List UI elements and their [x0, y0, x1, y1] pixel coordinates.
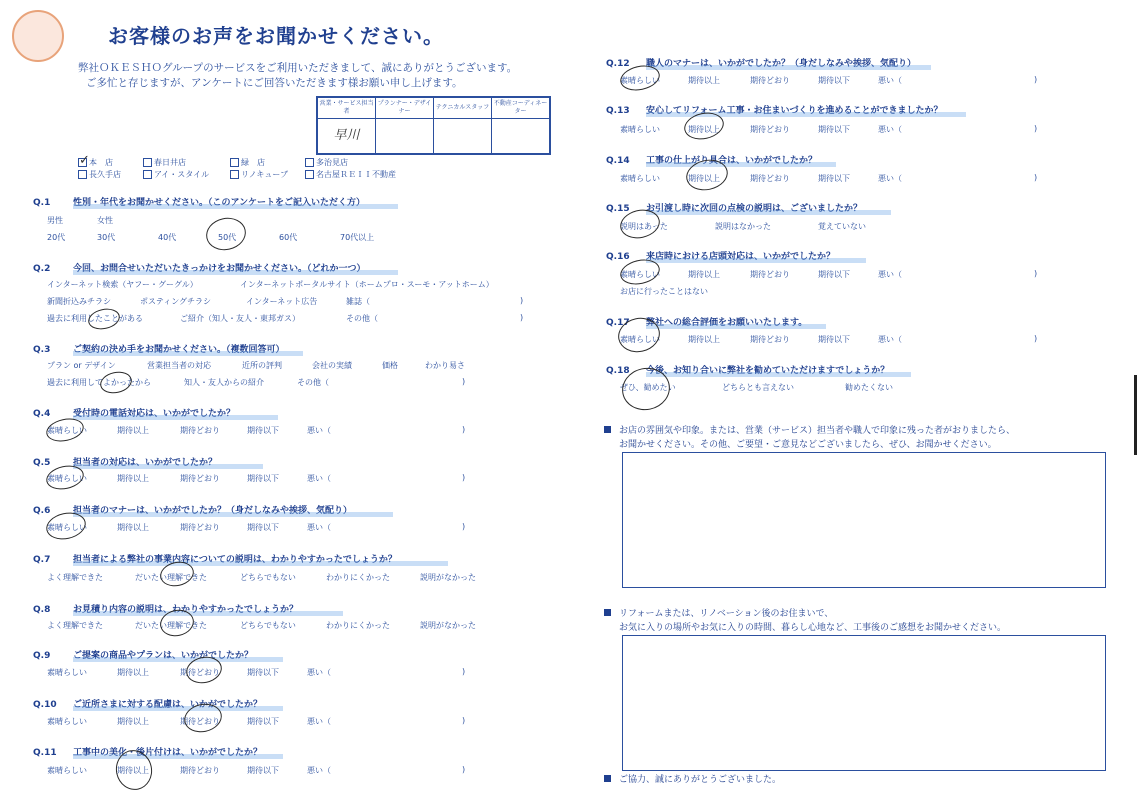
answer-option[interactable]: その他（ — [346, 314, 378, 323]
answer-option[interactable]: 悪い（ — [307, 668, 331, 677]
answer-option[interactable]: インターネットポータルサイト（ホームプロ・スーモ・アットホーム） — [240, 280, 494, 289]
answer-option[interactable]: お店に行ったことはない — [620, 287, 708, 296]
paren-close: ) — [520, 313, 524, 322]
answer-option[interactable]: その他（ — [297, 378, 329, 387]
answer-option[interactable]: 悪い（ — [878, 174, 902, 183]
question-2: Q.2 今回、お問合せいただいたきっかけをお聞かせください。（どれか一つ） — [33, 261, 366, 274]
question-3: Q.3 ご契約の決め手をお聞かせください。（複数回答可） — [33, 342, 285, 355]
store-option[interactable]: リノキューブ — [230, 169, 288, 180]
answer-option[interactable]: 期待以下 — [818, 76, 850, 85]
answer-option[interactable]: 過去に利用してよかったから — [47, 378, 151, 387]
question-15: Q.15 お引渡し時に次回の点検の説明は、ございましたか？ — [606, 201, 862, 214]
paren-close: ) — [1034, 173, 1038, 182]
answer-option[interactable]: よく理解できた — [47, 573, 103, 582]
answer-option[interactable]: 素晴らしい — [47, 668, 87, 677]
paren-close: ) — [462, 667, 466, 676]
question-8: Q.8 お見積り内容の説明は、わかりやすかったでしょうか？ — [33, 602, 298, 615]
question-18: Q.18 今後、お知り合いに弊社を勧めていただけますでしょうか？ — [606, 363, 889, 376]
question-12: Q.12 職人のマナーは、いかがでしたか？（身だしなみや挨拶、気配り） — [606, 56, 916, 69]
answer-option[interactable]: 勧めたくない — [845, 383, 893, 392]
answer-option[interactable]: 期待以下 — [247, 523, 279, 532]
answer-option[interactable]: 悪い（ — [878, 125, 902, 134]
answer-option[interactable]: 期待どおり — [180, 766, 220, 775]
answer-option[interactable]: ご紹介（知人・友人・東邦ガス） — [180, 314, 300, 323]
page-title: お客様のお声をお聞かせください。 — [108, 24, 444, 48]
answer-option[interactable]: どちらとも言えない — [722, 383, 794, 392]
answer-option[interactable]: 営業担当者の対応 — [147, 361, 211, 370]
question-17: Q.17 弊社への総合評価をお願いいたします。 — [606, 315, 807, 328]
question-4: Q.4 受付時の電話対応は、いかがでしたか？ — [33, 406, 235, 419]
store-option[interactable]: ✓ 本 店 — [79, 153, 113, 168]
answer-option[interactable]: 期待以上 — [117, 717, 149, 726]
answer-option[interactable]: 期待どおり — [750, 335, 790, 344]
handwritten-circle — [98, 369, 134, 396]
answer-option[interactable]: 期待以下 — [818, 174, 850, 183]
answer-option[interactable]: 知人・友人からの紹介 — [184, 378, 264, 387]
store-option[interactable]: 長久手店 — [78, 169, 121, 180]
paren-close: ) — [1034, 269, 1038, 278]
question-6: Q.6 担当者のマナーは、いかがでしたか？（身だしなみや挨拶、気配り） — [33, 503, 352, 516]
answer-option[interactable]: 素晴らしい — [620, 174, 660, 183]
paren-close: ) — [520, 296, 524, 305]
answer-option[interactable]: ぜひ、勧めたい — [620, 383, 676, 392]
paren-close: ) — [1034, 334, 1038, 343]
answer-option[interactable]: 新聞折込みチラシ — [47, 297, 111, 306]
handwritten-circle — [86, 306, 121, 332]
answer-option[interactable]: 悪い（ — [307, 474, 331, 483]
answer-option[interactable]: ポスティングチラシ — [140, 297, 212, 306]
answer-option[interactable]: 素晴らしい — [620, 76, 660, 85]
answer-option[interactable]: だいたい理解できた — [135, 621, 207, 630]
store-option[interactable]: 名古屋ＲＥＩＩ不動産 — [305, 169, 396, 180]
answer-option[interactable]: 30代 — [97, 233, 116, 242]
answer-option[interactable]: 期待以下 — [818, 125, 850, 134]
answer-option[interactable]: 期待どおり — [180, 717, 220, 726]
staff-value-technical[interactable] — [434, 119, 492, 155]
answer-option[interactable]: 女性 — [97, 216, 113, 225]
answer-option[interactable]: 50代 — [218, 233, 237, 242]
store-option[interactable]: アイ・スタイル — [143, 169, 209, 180]
answer-option[interactable]: 期待以上 — [688, 76, 720, 85]
paren-close: ) — [462, 425, 466, 434]
answer-option[interactable]: 期待以上 — [117, 766, 149, 775]
staff-header-planner: プランナー・デザイナー — [376, 97, 434, 119]
answer-option[interactable]: 期待以上 — [117, 668, 149, 677]
scan-edge — [1134, 375, 1137, 455]
answer-option[interactable]: 期待どおり — [180, 426, 220, 435]
answer-option[interactable]: 会社の実績 — [312, 361, 352, 370]
answer-option[interactable]: 期待以上 — [688, 174, 720, 183]
staff-header-realestate: 不動産コーディネーター — [492, 97, 551, 119]
answer-option[interactable]: 60代 — [279, 233, 298, 242]
answer-option[interactable]: だいたい理解できた — [135, 573, 207, 582]
paren-close: ) — [462, 473, 466, 482]
question-13: Q.13 安心してリフォーム工事・お住まいづくりを進めることができましたか？ — [606, 103, 943, 116]
answer-option[interactable]: 説明はなかった — [715, 222, 771, 231]
answer-option[interactable]: 期待どおり — [750, 76, 790, 85]
checkbox[interactable] — [78, 170, 87, 179]
answer-option[interactable]: インターネット広告 — [246, 297, 318, 306]
answer-option[interactable]: 期待以下 — [247, 426, 279, 435]
intro-line-1: 弊社ＯＫＥＳＨＯグループのサービスをご利用いただきまして、誠にありがとうございます。 — [78, 62, 518, 74]
answer-option[interactable]: 過去に利用したことがある — [47, 314, 143, 323]
paren-close: ) — [1034, 75, 1038, 84]
answer-option[interactable]: 悪い（ — [878, 335, 902, 344]
checkbox[interactable] — [230, 158, 239, 167]
answer-option[interactable]: 説明がなかった — [420, 621, 476, 630]
question-1: Q.1 性別・年代をお聞かせください。（このアンケートをご記入いただく方） — [33, 195, 365, 208]
answer-option[interactable]: 悪い（ — [307, 426, 331, 435]
square-bullet-icon — [604, 426, 611, 433]
checkbox[interactable] — [78, 153, 90, 168]
square-bullet-icon — [604, 775, 611, 782]
question-14: Q.14 工事の仕上がり具合は、いかがでしたか？ — [606, 153, 817, 166]
checkmark-icon: ✓ — [79, 153, 90, 168]
store-option[interactable]: 多治見店 — [305, 157, 348, 168]
paren-close: ) — [462, 377, 466, 386]
answer-option[interactable]: 雑誌（ — [346, 297, 370, 306]
answer-option[interactable]: 悪い（ — [878, 270, 902, 279]
answer-option[interactable]: どちらでもない — [240, 573, 296, 582]
answer-option[interactable]: 期待以上 — [117, 426, 149, 435]
answer-option[interactable]: 20代 — [47, 233, 66, 242]
answer-option[interactable]: 期待以下 — [247, 766, 279, 775]
staff-table — [316, 96, 551, 155]
answer-option[interactable]: 期待以上 — [688, 270, 720, 279]
answer-option[interactable]: 期待以下 — [818, 270, 850, 279]
closing-message: ご協力、誠にありがとうございました。 — [604, 773, 781, 787]
answer-option[interactable]: 説明がなかった — [420, 573, 476, 582]
answer-option[interactable]: 素晴らしい — [47, 426, 87, 435]
answer-option[interactable]: 70代以上 — [340, 233, 375, 242]
answer-option[interactable]: 期待どおり — [750, 270, 790, 279]
question-7: Q.7 担当者による弊社の事業内容についての説明は、わかりやすかったでしょうか？ — [33, 552, 397, 565]
answer-option[interactable]: 期待どおり — [180, 668, 220, 677]
answer-option[interactable]: 期待以下 — [247, 668, 279, 677]
paren-close: ) — [462, 716, 466, 725]
answer-option[interactable]: インターネット検索（ヤフー・グーグル） — [47, 280, 198, 289]
answer-option[interactable]: 期待以下 — [818, 335, 850, 344]
paren-close: ) — [462, 522, 466, 531]
question-16: Q.16 来店時における店頭対応は、いかがでしたか？ — [606, 249, 835, 262]
comment-box-1[interactable] — [622, 452, 1106, 588]
answer-option[interactable]: 素晴らしい — [620, 335, 660, 344]
answer-option[interactable]: 覚えていない — [818, 222, 866, 231]
answer-option[interactable]: 40代 — [158, 233, 177, 242]
paren-close: ) — [462, 765, 466, 774]
handwritten-circle — [203, 214, 249, 254]
answer-option[interactable]: 価格 — [382, 361, 398, 370]
answer-option[interactable]: 悪い（ — [307, 766, 331, 775]
answer-option[interactable]: 期待どおり — [180, 474, 220, 483]
staff-value-sales[interactable]: 早川 — [317, 119, 376, 155]
question-10: Q.10 ご近所さまに対する配慮は、いかがでしたか？ — [33, 697, 262, 710]
checkbox[interactable] — [305, 170, 314, 179]
answer-option[interactable]: 悪い（ — [307, 717, 331, 726]
store-option[interactable]: 春日井店 — [143, 157, 186, 168]
answer-option[interactable]: 期待以上 — [117, 474, 149, 483]
question-5: Q.5 担当者の対応は、いかがでしたか？ — [33, 455, 217, 468]
answer-option[interactable]: 素晴らしい — [47, 474, 87, 483]
staff-value-realestate[interactable] — [492, 119, 551, 155]
answer-option[interactable]: プラン or デザイン — [47, 361, 116, 370]
answer-option[interactable]: 悪い（ — [878, 76, 902, 85]
answer-option[interactable]: 期待以下 — [247, 717, 279, 726]
question-11: Q.11 工事中の美化・後片付けは、いかがでしたか？ — [33, 745, 262, 758]
answer-option[interactable]: 素晴らしい — [620, 270, 660, 279]
answer-option[interactable]: 素晴らしい — [47, 523, 87, 532]
answer-option[interactable]: どちらでもない — [240, 621, 296, 630]
answer-option[interactable]: 期待以上 — [117, 523, 149, 532]
answer-option[interactable]: 期待どおり — [180, 523, 220, 532]
answer-option[interactable]: わかりにくかった — [326, 573, 390, 582]
answer-option[interactable]: 期待以上 — [688, 335, 720, 344]
answer-option[interactable]: 男性 — [47, 216, 63, 225]
intro-line-2: ご多忙と存じますが、アンケートにご回答いただきます様お願い申し上げます。 — [86, 77, 463, 89]
comment-box-2[interactable] — [622, 635, 1106, 771]
staff-header-sales: 営業・サービス担当者 — [317, 97, 376, 119]
answer-option[interactable]: 悪い（ — [307, 523, 331, 532]
comment-section-1-prompt: お店の雰囲気や印象。または、営業（サービス）担当者や職人で印象に残った者がおりましたら、 お聞かせください。その他、ご要望・ご意見などございましたら、ぜひ、お聞かせください。 — [604, 424, 1015, 452]
question-9: Q.9 ご提案の商品やプランは、いかがでしたか？ — [33, 648, 253, 661]
answer-option[interactable]: わかり易さ — [425, 361, 465, 370]
paren-close: ) — [1034, 124, 1038, 133]
staff-header-technical: テクニカルスタッフ — [434, 97, 492, 119]
checkbox[interactable] — [230, 170, 239, 179]
seal-stamp — [12, 10, 64, 62]
checkbox[interactable] — [143, 170, 152, 179]
answer-option[interactable]: 素晴らしい — [47, 717, 87, 726]
answer-option[interactable]: 期待以下 — [247, 474, 279, 483]
store-option[interactable]: 緑 店 — [230, 157, 265, 168]
comment-section-2-prompt: リフォームまたは、リノベーション後のお住まいで、 お気に入りの場所やお気に入りの時間、暮らし心地など、工事後のご感想をお聞かせください。 — [604, 607, 1006, 635]
answer-option[interactable]: 素晴らしい — [47, 766, 87, 775]
answer-option[interactable]: 期待どおり — [750, 125, 790, 134]
answer-option[interactable]: よく理解できた — [47, 621, 103, 630]
square-bullet-icon — [604, 609, 611, 616]
answer-option[interactable]: 説明はあった — [620, 222, 668, 231]
answer-option[interactable]: 期待どおり — [750, 174, 790, 183]
answer-option[interactable]: わかりにくかった — [326, 621, 390, 630]
checkbox[interactable] — [305, 158, 314, 167]
answer-option[interactable]: 期待以上 — [688, 125, 720, 134]
answer-option[interactable]: 近所の評判 — [242, 361, 282, 370]
answer-option[interactable]: 素晴らしい — [620, 125, 660, 134]
checkbox[interactable] — [143, 158, 152, 167]
staff-value-planner[interactable] — [376, 119, 434, 155]
